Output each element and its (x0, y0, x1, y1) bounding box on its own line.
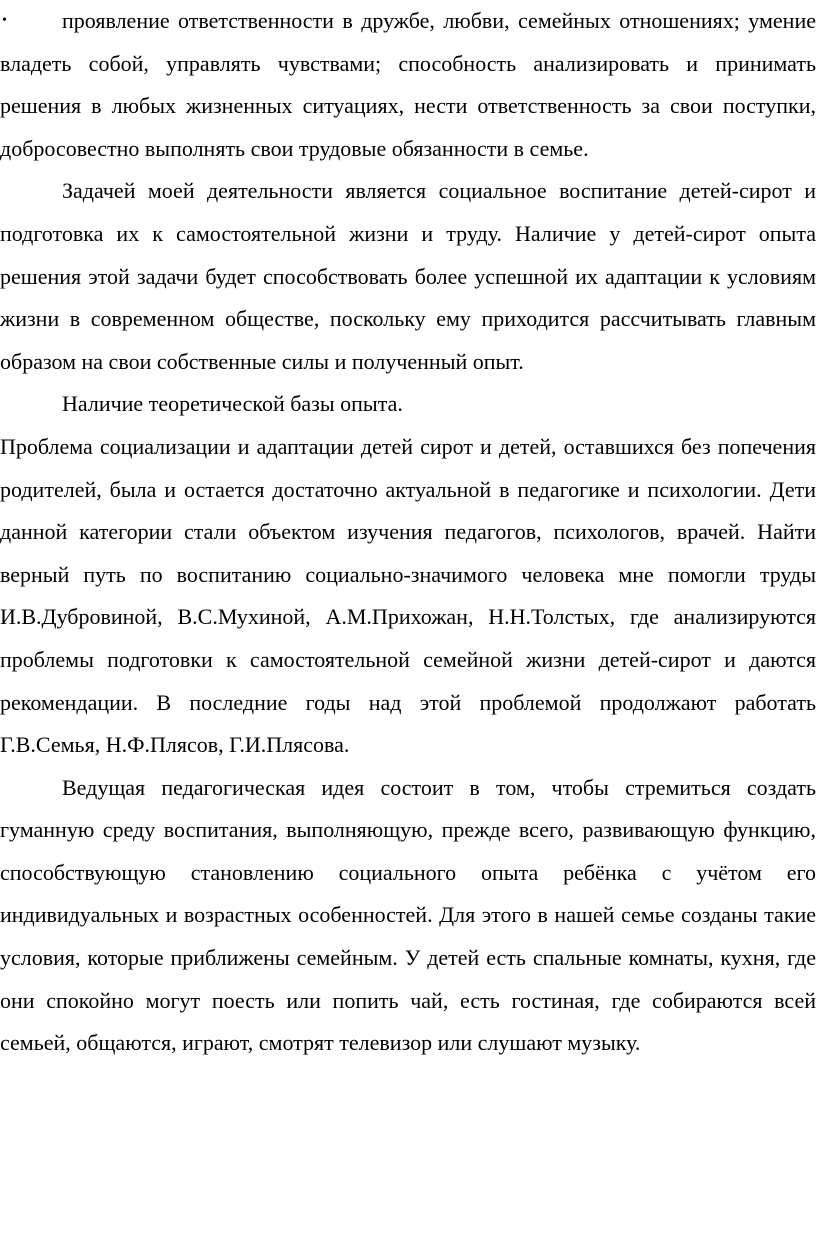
bullet-paragraph (0, 0, 816, 170)
paragraph-task: Задачей моей деятельности является социальное воспитание детей-сирот и подготовка их к самостоятельной жизни и труду. Наличие у детей-сирот опыта решения этой задачи будет способствовать более успешной их адаптации к условиям жизни в современном обществе, поскольку ему приходится рассчитывать главным образом на свои собственные силы и полученный опыт. (0, 178, 816, 374)
paragraph-text: проявление ответственности в дружбе, любви, семейных отношениях; умение владеть собой, управлять чувствами; способность анализировать и принимать решения в любых жизненных ситуациях, нести ответственность за свои поступки, добросовестно выполнять свои трудовые обязанности в семье. (0, 8, 816, 161)
bullet-icon: • (2, 13, 7, 28)
paragraph-leading-idea: Ведущая педагогическая идея состоит в том, чтобы стремиться создать гуманную среду воспитания, выполняющую, прежде всего, развивающую функцию, способствующую становлению социального опыта ребёнка с учётом его индивидуальных и возрастных особенностей. Для этого в нашей семье созданы такие условия, которые приближены семейным. У детей есть спальные комнаты, кухня, где они спокойно могут поесть или попить чай, есть гостиная, где собираются всей семьей, общаются, играют, смотрят телевизор или слушают музыку. (0, 774, 816, 1056)
paragraph-theory-heading: Наличие теоретической базы опыта. (62, 391, 403, 417)
paragraph-problem: Проблема социализации и адаптации детей сирот и детей, оставшихся без попечения родителей, была и остается достаточно актуальной в педагогике и психологии. Дети данной категории стали объектом изучения педагогов, психологов, врачей. Найти верный путь по воспитанию социально-значимого человека мне помогли труды И.В.Дубровиной, В.С.Мухиной, А.М.Прихожан, Н.Н.Толстых, где анализируются проблемы подготовки к самостоятельной семейной жизни детей-сирот и даются рекомендации. В последние годы над этой проблемой продолжают работать Г.В.Семья, Н.Ф.Плясов, Г.И.Плясова. (0, 433, 816, 758)
